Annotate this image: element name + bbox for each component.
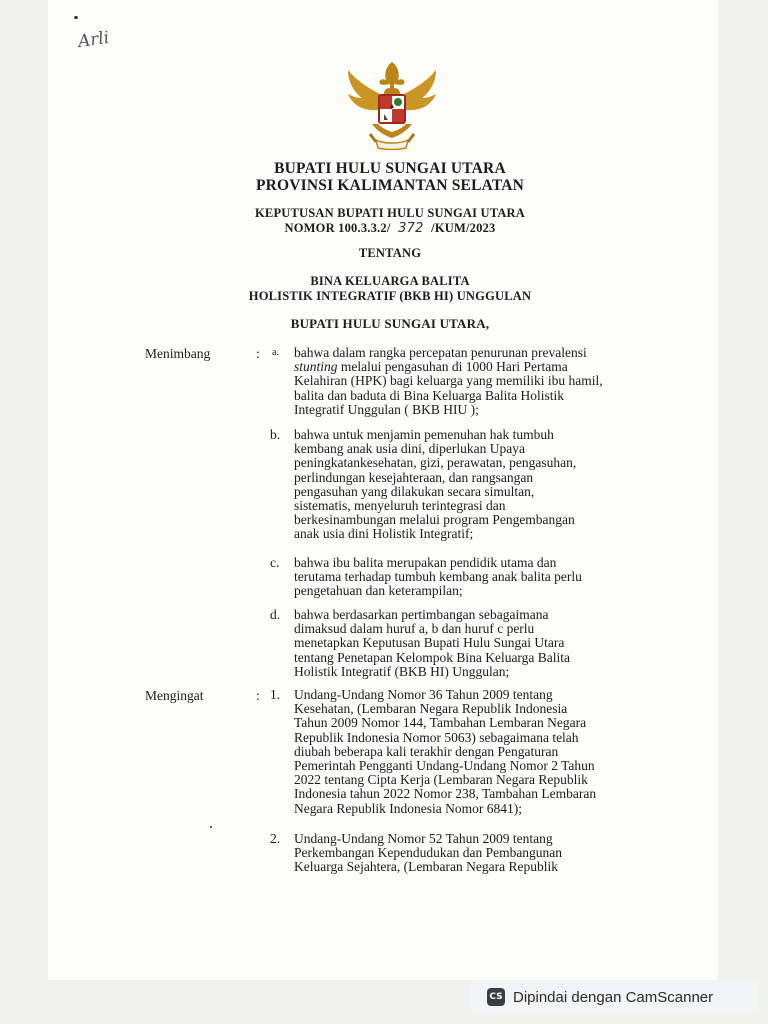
- text-line: terutama terhadap tumbuh kembang anak balita perlu: [294, 569, 582, 585]
- mengingat-colon: :: [256, 688, 260, 703]
- decree-line-1: KEPUTUSAN BUPATI HULU SUNGAI UTARA: [254, 206, 526, 220]
- subject-line-1: BINA KELUARGA BALITA: [310, 274, 470, 288]
- ink-speck: [210, 826, 212, 828]
- mengingat-label: Mengingat: [145, 688, 204, 703]
- issuer-heading: BUPATI HULU SUNGAI UTARA,: [290, 316, 490, 331]
- menimbang-item-a: [270, 346, 646, 417]
- ink-speck: [74, 16, 78, 19]
- text-line: sistematis, menyeluruh terintegrasi dan: [294, 498, 506, 514]
- text-line: Integratif Unggulan ( BKB HIU );: [294, 401, 479, 417]
- text-line: bahwa untuk menjamin pemenuhan hak tumbuh: [294, 427, 554, 442]
- decree-number-handwritten: 372: [398, 221, 424, 236]
- menimbang-colon: :: [256, 346, 260, 361]
- text-line: Undang-Undang Nomor 52 Tahun 2009 tentang: [294, 831, 553, 846]
- mengingat-item-1: [270, 688, 646, 816]
- text-line: dimaksud dalam huruf a, b dan huruf c perlu: [294, 621, 535, 637]
- menimbang-item-b: [270, 428, 646, 542]
- item-mark: 1.: [270, 687, 281, 702]
- text-line: stunting melalui pengasuhan di 1000 Hari Pertama: [294, 359, 568, 375]
- camscanner-logo-icon: CS: [487, 988, 505, 1006]
- text-line: berkesinambungan melalui program Pengembangan: [294, 512, 575, 528]
- handwritten-annotation: Arli: [76, 27, 111, 53]
- text-line: Negara Republik Indonesia Nomor 6841);: [294, 800, 522, 816]
- menimbang-item-d: [270, 608, 646, 679]
- subject-line-2: HOLISTIK INTEGRATIF (BKB HI) UNGGULAN: [248, 289, 532, 303]
- text-line: bahwa ibu balita merupakan pendidik utama dan: [294, 555, 557, 570]
- title-line-2: PROVINSI KALIMANTAN SELATAN: [255, 177, 525, 194]
- menimbang-item-c: [270, 556, 646, 599]
- text-line: perlindungan kesejahteraan, dan rangsangan: [294, 469, 534, 485]
- text-line: Holistik Integratif (BKB HI) Unggulan;: [294, 663, 510, 679]
- text-line: Undang-Undang Nomor 36 Tahun 2009 tentang: [294, 687, 553, 702]
- text-line: menetapkan Keputusan Bupati Hulu Sungai Utara: [294, 635, 565, 651]
- item-mark: b.: [270, 427, 281, 442]
- decree-number: [160, 221, 620, 236]
- text-line: peningkatankesehatan, gizi, perawatan, pengasuhan,: [294, 455, 577, 471]
- regent-heading: [160, 160, 620, 194]
- text-line: diubah beberapa kali terakhir dengan Pengaturan: [294, 743, 559, 759]
- text-line: tentang Penetapan Kelompok Bina Keluarga Balita: [294, 649, 571, 665]
- item-mark: a.: [272, 347, 279, 358]
- decree-number-suffix: /KUM/2023: [431, 221, 496, 235]
- text-line: Kesehatan, (Lembaran Negara Republik Indonesia: [294, 701, 568, 717]
- text-line: 2022 tentang Cipta Kerja (Lembaran Negara Republik: [294, 772, 588, 788]
- text-line: Kelahiran (HPK) bagi keluarga yang memiliki ibu hamil,: [294, 373, 603, 389]
- text-line: Perkembangan Kependudukan dan Pembangunan: [294, 845, 563, 861]
- menimbang-label: Menimbang: [145, 346, 211, 361]
- mengingat-item-2: [270, 832, 646, 875]
- text-line: Indonesia tahun 2022 Nomor 238, Tambahan Lembaran: [294, 786, 597, 802]
- text-line: pengetahuan dan keterampilan;: [294, 583, 463, 599]
- camscanner-text: Dipindai dengan CamScanner: [513, 988, 714, 1006]
- text-line: Tahun 2009 Nomor 144, Tambahan Lembaran Negara: [294, 715, 587, 731]
- subject-heading: [160, 274, 620, 304]
- item-mark: 2.: [270, 831, 281, 846]
- text-line: pengasuhan yang dilakukan secara simultan,: [294, 483, 535, 499]
- decree-number-prefix: NOMOR 100.3.3.2/: [284, 221, 391, 235]
- about-label: TENTANG: [358, 246, 422, 260]
- item-mark: c.: [270, 555, 280, 570]
- text-line: anak usia dini Holistik Integratif;: [294, 526, 474, 542]
- text-line: bahwa dalam rangka percepatan penurunan prevalensi: [294, 345, 587, 360]
- text-line: Pemerintah Pengganti Undang-Undang Nomor 2 Tahun: [294, 758, 595, 774]
- garuda-emblem-icon: [342, 58, 442, 158]
- decree-heading: [160, 206, 620, 236]
- title-line-1: BUPATI HULU SUNGAI UTARA: [274, 160, 506, 177]
- text-line: balita dan baduta di Bina Keluarga Balita Holistik: [294, 387, 565, 403]
- text-line: Keluarga Sejahtera, (Lembaran Negara Republik: [294, 859, 559, 875]
- text-line: Republik Indonesia Nomor 5063) sebagaimana telah: [294, 729, 579, 745]
- camscanner-badge: [471, 981, 759, 1013]
- text-line: bahwa berdasarkan pertimbangan sebagaimana: [294, 607, 549, 622]
- item-mark: d.: [270, 607, 281, 622]
- text-line: kembang anak usia dini, diperlukan Upaya: [294, 441, 525, 457]
